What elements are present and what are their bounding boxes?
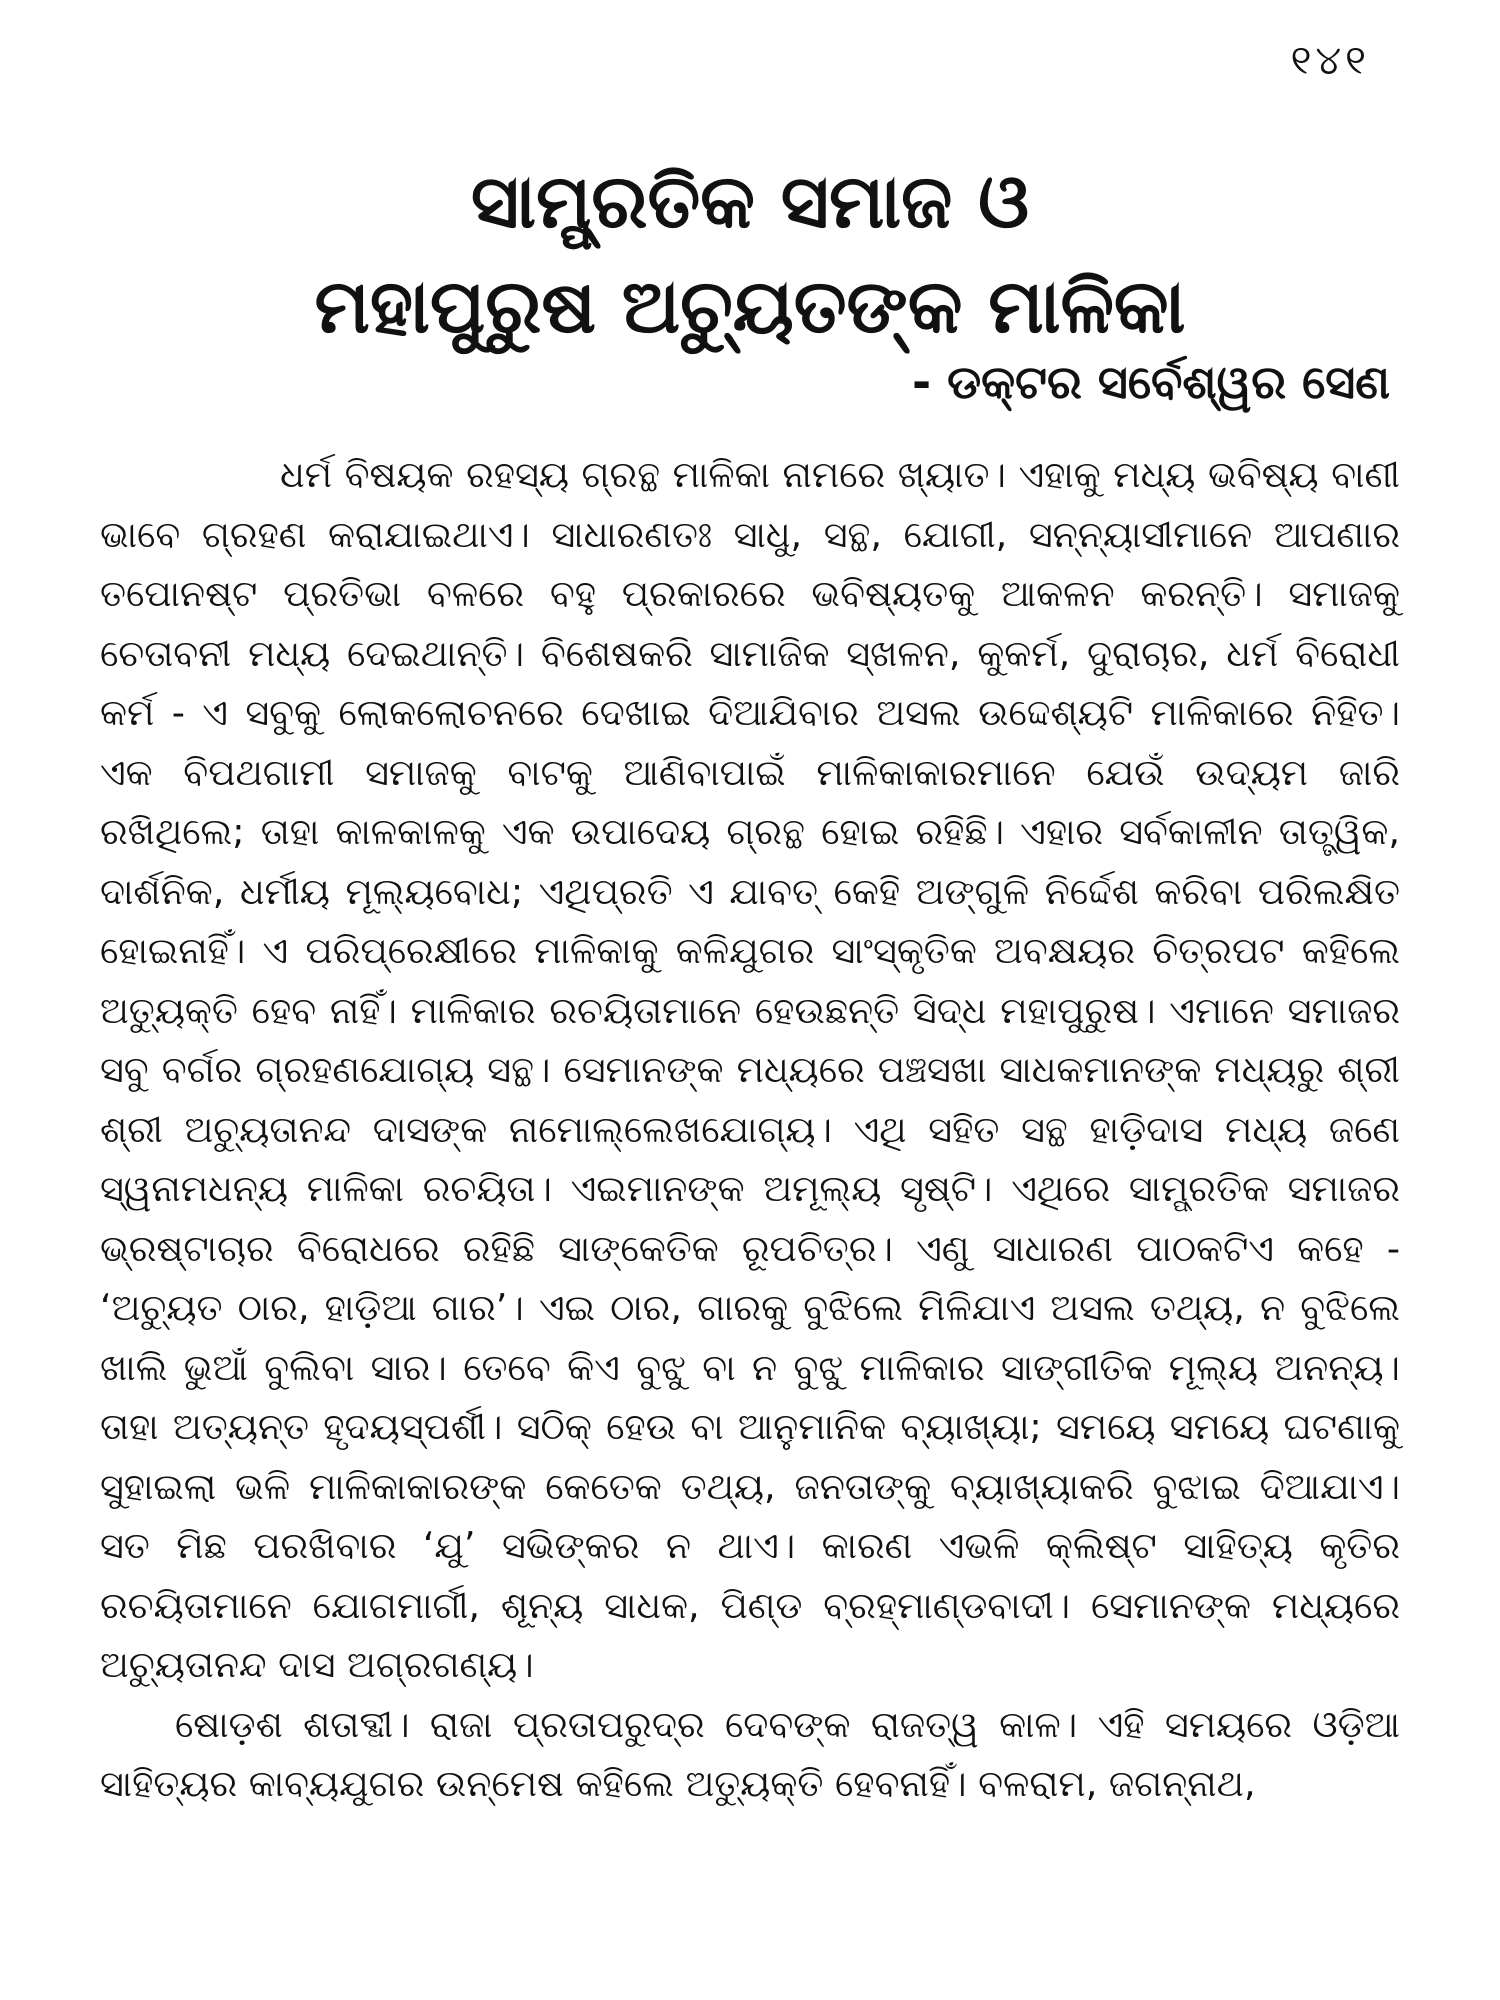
title-line-2: ମହାପୁରୁଷ ଅଚ୍ୟୁତଙ୍କ ମାଳିକା (314, 264, 1186, 350)
page-number: ୧୪୧ (1290, 38, 1370, 84)
article-title (0, 150, 1500, 360)
title-line-1: ସାମ୍ପ୍ରତିକ ସମାଜ ଓ (470, 159, 1030, 245)
author-byline: - ଡକ୍ଟର ସର୍ବେଶ୍ୱର ସେଣ (911, 355, 1390, 409)
article-body (100, 445, 1400, 1814)
paragraph-2: ଷୋଡ଼ଶ ଶତାବ୍ଦୀ। ରାଜା ପ୍ରତାପରୁଦ୍ର ଦେବଙ୍କ ରାଜତ୍ୱ କାଳ। ଏହି ସମୟରେ ଓଡ଼ିଆ ସାହିତ୍ୟର କାବ୍ୟଯୁଗର ଉନ୍ମେଷ କହିଲେ ଅତ୍ୟୁକ୍ତି ହେବନାହିଁ। ବଳରାମ, ଜଗନ୍ନାଥ, (100, 1702, 1400, 1805)
paragraph-1: ଧର୍ମ ବିଷୟକ ରହସ୍ୟ ଗ୍ରନ୍ଥ ମାଳିକା ନାମରେ ଖ୍ୟାତ। ଏହାକୁ ମଧ୍ୟ ଭବିଷ୍ୟ ବାଣୀ ଭାବେ ଗ୍ରହଣ କରାଯାଇଥାଏ। ସାଧାରଣତଃ ସାଧୁ, ସନ୍ଥ, ଯୋଗୀ, ସନ୍ନ୍ୟାସୀମାନେ ଆପଣାର ତପୋନଷ୍ଟ ପ୍ରତିଭା ବଳରେ ବହୁ ପ୍ରକାରରେ ଭବିଷ୍ୟତକୁ ଆକଳନ କରନ୍ତି। ସମାଜକୁ ଚେତାବନୀ ମଧ୍ୟ ଦେଇଥାନ୍ତି। ବିଶେଷକରି ସାମାଜିକ ସ୍ଖଳନ, କୁକର୍ମ, ଦୁରାଚାର, ଧର୍ମ ବିରୋଧୀ କର୍ମ - ଏ ସବୁକୁ ଲୋକଲୋଚନରେ ଦେଖାଇ ଦିଆଯିବାର ଅସଲ ଉଦ୍ଦେଶ୍ୟଟି ମାଳିକାରେ ନିହିତ। ଏକ ବିପଥଗାମୀ ସମାଜକୁ ବାଟକୁ ଆଣିବାପାଇଁ ମାଳିକାକାରମାନେ ଯେଉଁ ଉଦ୍ୟମ ଜାରି ରଖିଥିଲେ; ତାହା କାଳକାଳକୁ ଏକ ଉପାଦେୟ ଗ୍ରନ୍ଥ ହୋଇ ରହିଛି। ଏହାର ସର୍ବକାଳୀନ ତାତ୍ତ୍ୱିକ, ଦାର୍ଶନିକ, ଧର୍ମୀୟ ମୂଲ୍ୟବୋଧ; ଏଥିପ୍ରତି ଏ ଯାବତ୍ କେହି ଅଙ୍ଗୁଳି ନିର୍ଦ୍ଦେଶ କରିବା ପରିଲକ୍ଷିତ ହୋଇନାହିଁ। ଏ ପରିପ୍ରେକ୍ଷୀରେ ମାଳିକାକୁ କଳିଯୁଗର ସାଂସ୍କୃତିକ ଅବକ୍ଷୟର ଚିତ୍ରପଟ କହିଲେ ଅତ୍ୟୁକ୍ତି ହେବ ନାହିଁ। ମାଳିକାର ରଚୟିତାମାନେ ହେଉଛନ୍ତି ସିଦ୍ଧ ମହାପୁରୁଷ। ଏମାନେ ସମାଜର ସବୁ ବର୍ଗର ଗ୍ରହଣଯୋଗ୍ୟ ସନ୍ଥ। ସେମାନଙ୍କ ମଧ୍ୟରେ ପଞ୍ଚସଖା ସାଧକମାନଙ୍କ ମଧ୍ୟରୁ ଶ୍ରୀ ଶ୍ରୀ ଅଚ୍ୟୁତାନନ୍ଦ ଦାସଙ୍କ ନାମୋଲ୍ଲେଖଯୋଗ୍ୟ। ଏଥି ସହିତ ସନ୍ଥ ହାଡ଼ିଦାସ ମଧ୍ୟ ଜଣେ ସ୍ୱନାମଧନ୍ୟ ମାଳିକା ରଚୟିତା। ଏଇମାନଙ୍କ ଅମୂଲ୍ୟ ସୃଷ୍ଟି। ଏଥିରେ ସାମ୍ପ୍ରତିକ ସମାଜର ଭ୍ରଷ୍ଟାଚାର ବିରୋଧରେ ରହିଛି ସାଙ୍କେତିକ ରୂପଚିତ୍ର। ଏଣୁ ସାଧାରଣ ପାଠକଟିଏ କହେ - ‘ଅଚ୍ୟୁତ ଠାର, ହାଡ଼ିଆ ଗାର’। ଏଇ ଠାର, ଗାରକୁ ବୁଝିଲେ ମିଳିଯାଏ ଅସଲ ତଥ୍ୟ, ନ ବୁଝିଲେ ଖାଲି ଭୁଆଁ ବୁଲିବା ସାର। ତେବେ କିଏ ବୁଝୁ ବା ନ ବୁଝୁ ମାଳିକାର ସାଙ୍ଗୀତିକ ମୂଲ୍ୟ ଅନନ୍ୟ। ତାହା ଅତ୍ୟନ୍ତ ହୃଦୟସ୍ପର୍ଶୀ। ସଠିକ୍ ହେଉ ବା ଆନୁମାନିକ ବ୍ୟାଖ୍ୟା; ସମୟେ ସମୟେ ଘଟଣାକୁ ସୁହାଇଲା ଭଳି ମାଳିକାକାରଙ୍କ କେତେକ ତଥ୍ୟ, ଜନତାଙ୍କୁ ବ୍ୟାଖ୍ୟାକରି ବୁଝାଇ ଦିଆଯାଏ। ସତ ମିଛ ପରଖିବାର ‘ଯୁ’ ସଭିଙ୍କର ନ ଥାଏ। କାରଣ ଏଭଳି କ୍ଲିଷ୍ଟ ସାହିତ୍ୟ କୃତିର ରଚୟିତାମାନେ ଯୋଗମାର୍ଗୀ, ଶୂନ୍ୟ ସାଧକ, ପିଣ୍ଡ ବ୍ରହ୍ମାଣ୍ଡବାଦୀ। ସେମାନଙ୍କ ମଧ୍ୟରେ ଅଚ୍ୟୁତାନନ୍ଦ ଦାସ ଅଗ୍ରଗଣ୍ୟ। (100, 453, 1400, 1686)
